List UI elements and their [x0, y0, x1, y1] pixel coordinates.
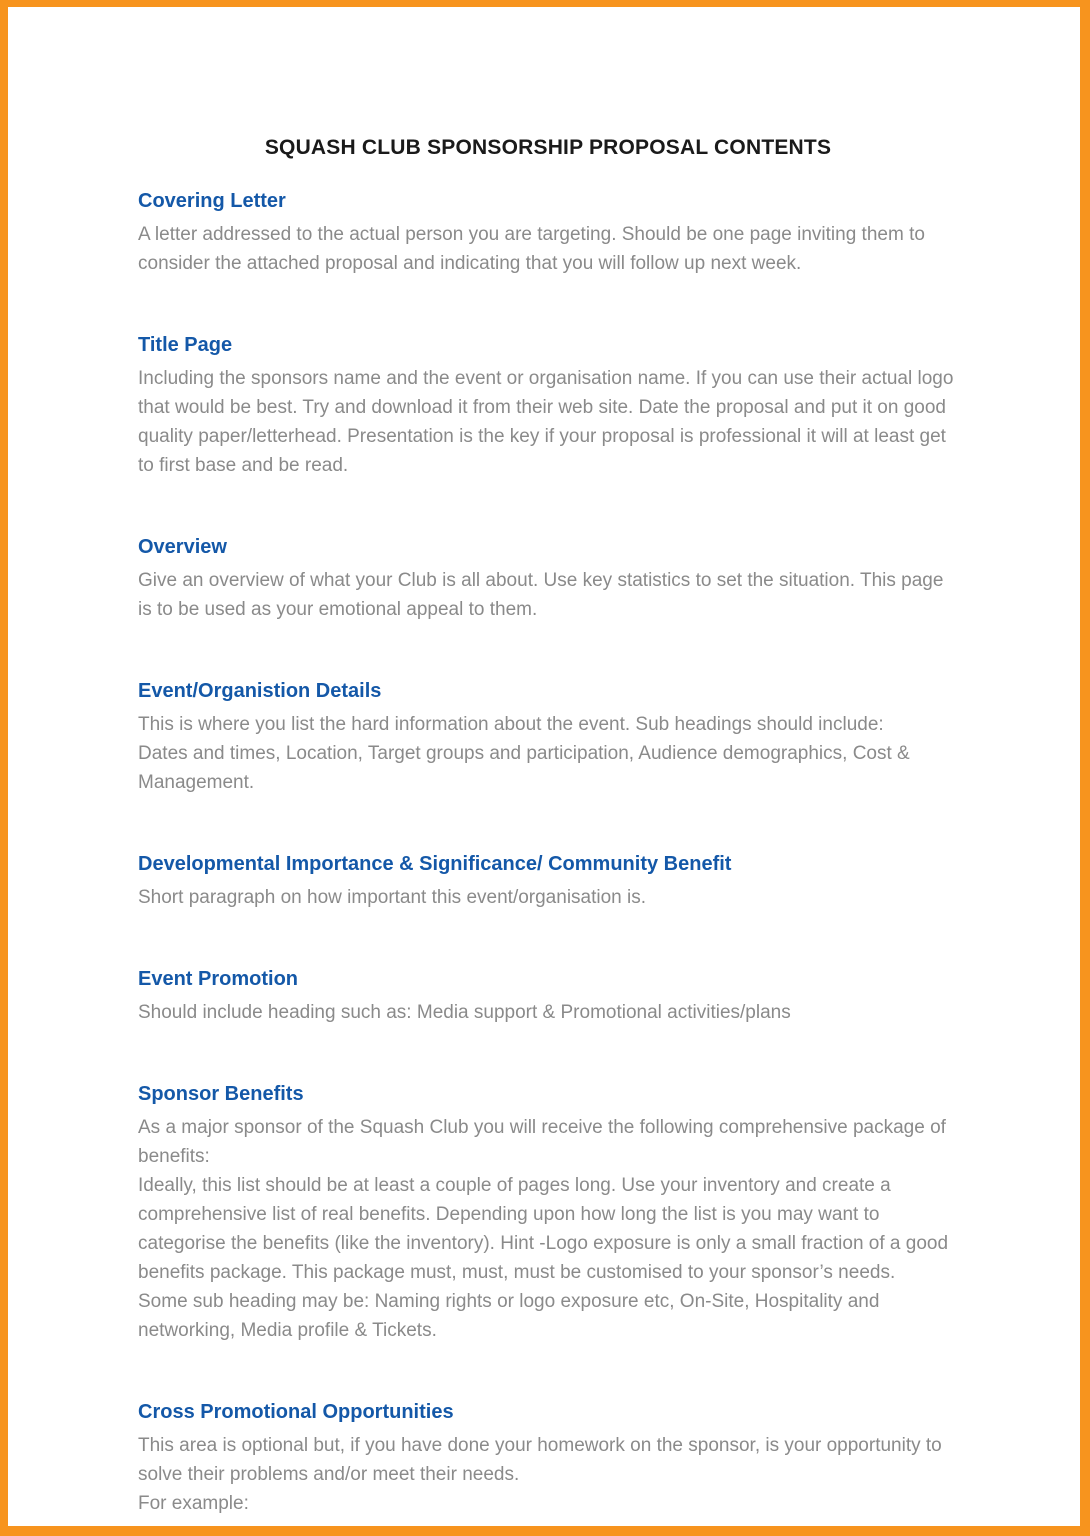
- section-heading: Developmental Importance & Significance/ Community Benefit: [138, 853, 732, 875]
- section-paragraph: As a major sponsor of the Squash Club you will receive the following comprehensive package of benefits:: [138, 1117, 946, 1167]
- section-heading: Title Page: [138, 334, 233, 356]
- document-section: [138, 333, 958, 480]
- document-section: [138, 535, 958, 624]
- document-content: [8, 7, 1080, 1518]
- section-paragraph: This is where you list the hard information about the event. Sub headings should include:: [138, 714, 884, 735]
- section-heading: Event Promotion: [138, 968, 299, 990]
- document-section: [138, 189, 958, 278]
- document-section: [138, 1082, 958, 1345]
- page-title: SQUASH CLUB SPONSORSHIP PROPOSAL CONTENTS: [264, 136, 832, 159]
- section-heading: Sponsor Benefits: [138, 1083, 304, 1105]
- document-section: [138, 1400, 958, 1518]
- section-paragraph: A letter addressed to the actual person you are targeting. Should be one page inviting them to consider the attached proposal and indicating that you will follow up next week.: [138, 224, 925, 274]
- section-paragraph: Some sub heading may be: Naming rights or logo exposure etc, On-Site, Hospitality and networking, Media profile & Tickets.: [138, 1291, 880, 1341]
- sections-container: [138, 189, 958, 1518]
- document-section: [138, 967, 958, 1027]
- section-paragraph: For example:: [138, 1493, 249, 1514]
- section-paragraph: Ideally, this list should be at least a couple of pages long. Use your inventory and create a comprehensive list of real benefits. Depending upon how long the list is you may want to categorise the benefits (like the inventory). Hint -Logo exposure is only a small fraction of a good benefits package. This package must, must, must be customised to your sponsor’s needs.: [138, 1175, 949, 1283]
- section-paragraph: Should include heading such as: Media support & Promotional activities/plans: [138, 1002, 791, 1023]
- section-paragraph: Including the sponsors name and the event or organisation name. If you can use their actual logo that would be best. Try and download it from their web site. Date the proposal and put it on good quality paper/letterhead. Presentation is the key if your proposal is professional it will at least get to first base and be read.: [138, 368, 954, 476]
- section-paragraph: Dates and times, Location, Target groups and participation, Audience demographics, Cost & Management.: [138, 743, 910, 793]
- document-section: [138, 852, 958, 912]
- document-section: [138, 679, 958, 797]
- section-heading: Event/Organistion Details: [138, 680, 382, 702]
- section-heading: Covering Letter: [138, 190, 286, 212]
- section-heading: Overview: [138, 536, 227, 558]
- section-paragraph: Give an overview of what your Club is all about. Use key statistics to set the situation. This page is to be used as your emotional appeal to them.: [138, 570, 944, 620]
- section-heading: Cross Promotional Opportunities: [138, 1401, 454, 1423]
- section-paragraph: Short paragraph on how important this event/organisation is.: [138, 887, 647, 908]
- section-paragraph: This area is optional but, if you have done your homework on the sponsor, is your opportunity to solve their problems and/or meet their needs.: [138, 1435, 942, 1485]
